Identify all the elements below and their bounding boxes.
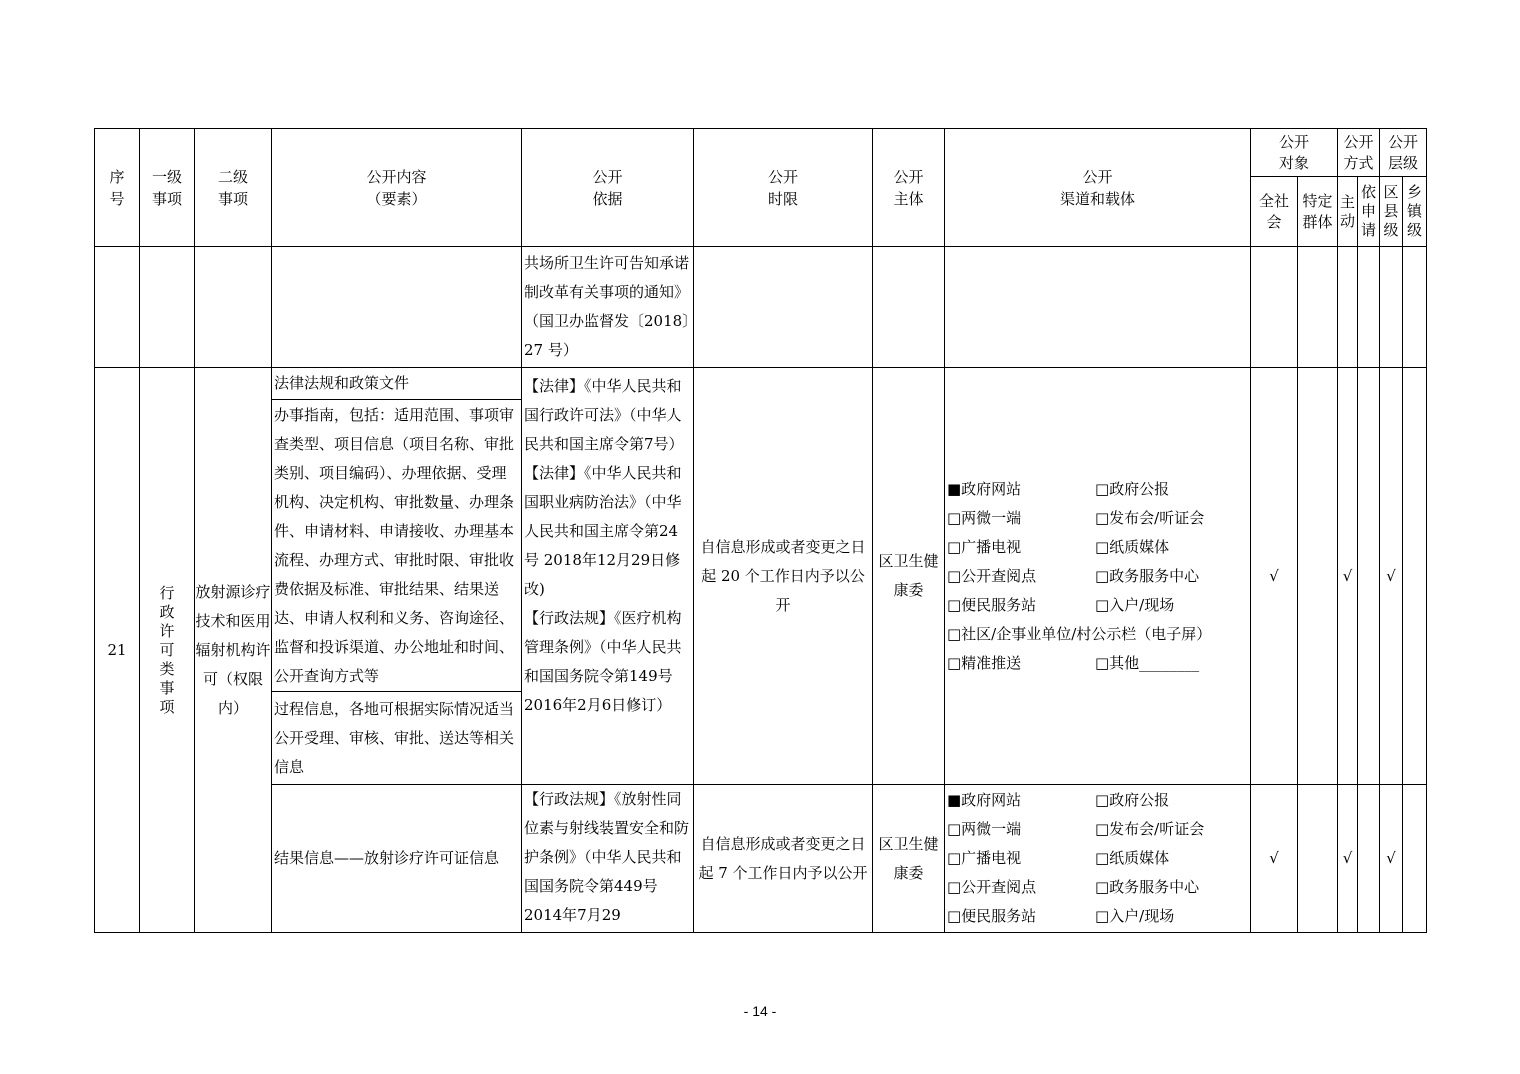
row21-level1-cell bbox=[140, 368, 195, 933]
channel-option: □便民服务站 bbox=[947, 595, 1037, 614]
row21-limit-a: 自信息形成或者变更之日起 20 个工作日内予以公开 bbox=[694, 368, 873, 785]
cont-basis-cell: 共场所卫生许可告知承诺制改革有关事项的通知》（国卫办监督发〔2018〕27 号） bbox=[522, 247, 694, 368]
row21-subject-b: 区卫生健康委 bbox=[873, 785, 945, 933]
channel-option: □广播电视 bbox=[947, 537, 1022, 556]
channel-option: □其他________ bbox=[1095, 653, 1200, 672]
row21-basis-4: 【行政法规】《放射性同位素与射线装置安全和防护条例》（中华人民共和国国务院令第449号 2014年7月29 bbox=[522, 785, 694, 933]
table-row-21-result bbox=[95, 785, 1427, 933]
header-target-group: 特定 群体 bbox=[1298, 177, 1338, 247]
row21-method-active-tick-b: √ bbox=[1338, 785, 1358, 933]
row21-basis-2: 【法律】《中华人民共和国职业病防治法》（中华人民共和国主席令第24号 2018年12月29日修改) bbox=[524, 464, 682, 598]
row21-level-county-tick-b: √ bbox=[1380, 785, 1403, 933]
row21-target-all-tick-b: √ bbox=[1251, 785, 1298, 933]
header-method-apply: 依 申 请 bbox=[1358, 177, 1380, 247]
row21-subject-a: 区卫生健康委 bbox=[873, 368, 945, 785]
row21-basis-1: 【法律】《中华人民共和国行政许可法》（中华人民共和国主席令第7号） bbox=[524, 377, 684, 453]
channel-option: ■政府网站 bbox=[947, 791, 1022, 809]
channel-option: □两微一端 bbox=[947, 820, 1022, 838]
header-channel: 公开 渠道和载体 bbox=[945, 129, 1251, 247]
channel-option: □纸质媒体 bbox=[1095, 849, 1170, 867]
channel-option: □公开查阅点 bbox=[947, 878, 1037, 896]
row21-level-county-tick-a: √ bbox=[1380, 368, 1403, 785]
row21-content-guide: 办事指南，包括：适用范围、事项审查类型、项目信息（项目名称、审批类别、项目编码）、办理依据、受理机构、决定机构、审批数量、办理条件、申请材料、申请接收、办理基本流程、办理方式、审批时限、审批收费依据及标准、审批结果、结果送达、申请人权利和义务、咨询途径、监督和投诉渠道、办公地址和时间、公开查询方式等 bbox=[272, 400, 522, 692]
row21-content-result: 结果信息——放射诊疗许可证信息 bbox=[272, 785, 522, 933]
page-number: - 14 - bbox=[743, 1003, 777, 1019]
header-method: 公开 方式 bbox=[1338, 129, 1380, 177]
channel-option: □两微一端 bbox=[947, 508, 1022, 527]
header-level2: 二级 事项 bbox=[195, 129, 272, 247]
channel-option: □精准推送 bbox=[947, 653, 1022, 672]
row21-level1: 行政许可类事项 bbox=[159, 583, 175, 716]
channel-list-a bbox=[945, 475, 1250, 678]
header-level: 公开 层级 bbox=[1380, 129, 1427, 177]
header-target-all: 全社 会 bbox=[1251, 177, 1298, 247]
channel-option: □政府公报 bbox=[1095, 791, 1170, 809]
channel-option: □便民服务站 bbox=[947, 907, 1037, 925]
row21-target-all-tick-a: √ bbox=[1251, 368, 1298, 785]
row21-content-laws: 法律法规和政策文件 bbox=[272, 368, 522, 400]
table-row-21-laws bbox=[95, 368, 1427, 400]
row21-limit-b: 自信息形成或者变更之日起 7 个工作日内予以公开 bbox=[694, 785, 873, 933]
header-level1: 一级 事项 bbox=[140, 129, 195, 247]
channel-option: □政务服务中心 bbox=[1095, 878, 1200, 896]
header-level-town: 乡 镇 级 bbox=[1403, 177, 1427, 247]
header-row-1 bbox=[95, 129, 1427, 177]
disclosure-table bbox=[94, 128, 1427, 933]
channel-option: □政府公报 bbox=[1095, 479, 1170, 498]
header-level-county: 区 县 级 bbox=[1380, 177, 1403, 247]
header-method-active: 主 动 bbox=[1338, 177, 1358, 247]
row21-basis-cell-a bbox=[522, 368, 694, 785]
channel-option: □政务服务中心 bbox=[1095, 566, 1200, 585]
row21-method-active-tick-a: √ bbox=[1338, 368, 1358, 785]
channel-option: □入户/现场 bbox=[1095, 595, 1175, 614]
header-subject: 公开 主体 bbox=[873, 129, 945, 247]
channel-option: □发布会/听证会 bbox=[1095, 508, 1205, 527]
row21-channels-b bbox=[945, 785, 1251, 933]
row21-seq: 21 bbox=[95, 368, 140, 933]
row21-level2: 放射源诊疗技术和医用辐射机构许可（权限内） bbox=[195, 368, 272, 933]
channel-option: ■政府网站 bbox=[947, 479, 1022, 498]
header-limit: 公开 时限 bbox=[694, 129, 873, 247]
row21-content-process: 过程信息，各地可根据实际情况适当公开受理、审核、审批、送达等相关信息 bbox=[272, 692, 522, 785]
channel-option: □纸质媒体 bbox=[1095, 537, 1170, 556]
channel-option: □入户/现场 bbox=[1095, 907, 1175, 925]
channel-list-b bbox=[945, 786, 1250, 931]
row21-basis-3: 【行政法规】《医疗机构管理条例》（中华人民共和国国务院令第149号 2016年2月6日修订） bbox=[524, 609, 682, 714]
channel-option: □发布会/听证会 bbox=[1095, 820, 1205, 838]
header-basis: 公开 依据 bbox=[522, 129, 694, 247]
channel-option: □社区/企事业单位/村公示栏（电子屏） bbox=[947, 624, 1212, 643]
header-content: 公开内容 （要素） bbox=[272, 129, 522, 247]
channel-option: □广播电视 bbox=[947, 849, 1022, 867]
table-row-continuation bbox=[95, 247, 1427, 368]
channel-option: □公开查阅点 bbox=[947, 566, 1037, 585]
header-target: 公开 对象 bbox=[1251, 129, 1338, 177]
row21-channels-a bbox=[945, 368, 1251, 785]
header-seq: 序 号 bbox=[95, 129, 140, 247]
